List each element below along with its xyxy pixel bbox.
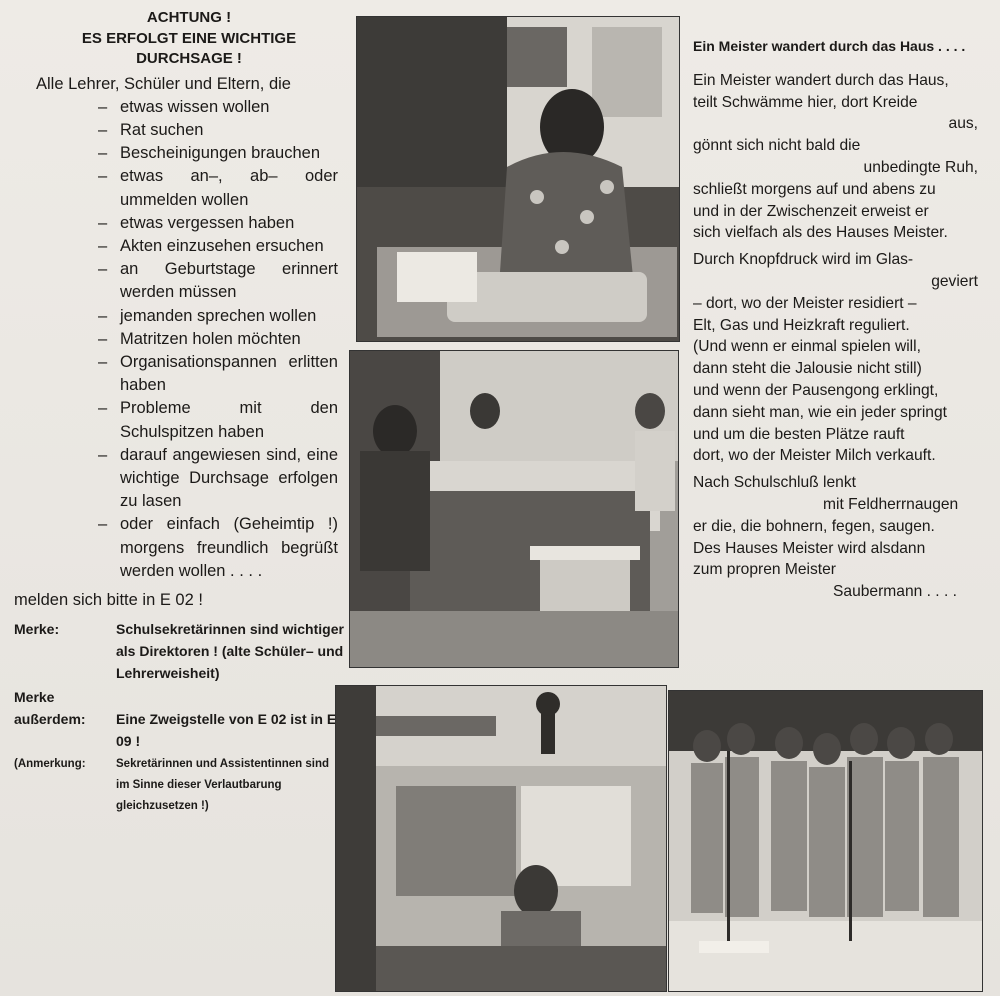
- header-line-2: ES ERFOLGT EINE WICHTIGE: [81, 29, 297, 47]
- notes-block: [14, 618, 344, 817]
- list-item: – etwas vergessen haben: [98, 213, 295, 232]
- poem-line: Elt, Gas und Heizkraft reguliert.: [693, 316, 910, 334]
- poem-line: Durch Knopfdruck wird im Glas-: [693, 251, 914, 269]
- merke-ausserdem-note: [14, 686, 344, 752]
- announcement-intro: Alle Lehrer, Schüler und Eltern, die: [36, 74, 291, 93]
- announcement-header: [74, 8, 304, 70]
- poem-line: schließt morgens auf und abens zu: [693, 180, 936, 198]
- merke-label-line-2: außerdem:: [14, 711, 86, 728]
- merke-label-line-1: Merke: [14, 689, 55, 706]
- list-item: – etwas an–, ab– oder ummelden wollen: [98, 167, 338, 209]
- poem-line: Saubermann . . . .: [833, 583, 957, 601]
- reason-list: [98, 96, 338, 583]
- poem-line: unbedingte Ruh,: [863, 158, 978, 176]
- anmerkung-note: [14, 754, 344, 817]
- photo-office-desks: [349, 350, 679, 668]
- merke-text: Schulsekretärinnen sind wichtiger als Direktoren ! (alte Schüler– und Lehrerweisheit): [116, 621, 344, 682]
- poem-line: Ein Meister wandert durch das Haus,: [693, 71, 949, 89]
- poem-title: Ein Meister wandert durch das Haus . . . .: [693, 38, 966, 54]
- header-line-1: ACHTUNG !: [146, 9, 232, 26]
- merke-label: Merke:: [14, 621, 60, 638]
- poem-line: Nach Schulschluß lenkt: [693, 474, 856, 492]
- poem-line: zum propren Meister: [693, 561, 836, 579]
- list-item: – an Geburtstage erinnert werden müssen: [98, 260, 338, 302]
- poem-line: (Und wenn er einmal spielen will,: [693, 338, 921, 356]
- photo-secretary-typewriter: [356, 16, 680, 342]
- poem-line: geviert: [931, 272, 978, 290]
- list-item: – Probleme mit den Schulspitzen haben: [98, 399, 338, 441]
- list-item: – jemanden sprechen wollen: [98, 306, 317, 325]
- anmerkung-text: Sekretärinnen und Assistentinnen sind im Sinne dieser Verlautbarung gleichzusetzen !): [116, 758, 330, 813]
- poem-line: und in der Zwischenzeit erweist er: [693, 202, 929, 220]
- list-item: – oder einfach (Geheimtip !) morgens freundlich begrüßt werden wollen . . . .: [98, 515, 338, 580]
- poem-line: sich vielfach als des Hauses Meister.: [693, 224, 948, 242]
- poem-line: er die, die bohnern, fegen, saugen.: [693, 517, 935, 535]
- merke-note: [14, 618, 344, 684]
- list-item: – etwas wissen wollen: [98, 97, 270, 116]
- list-item: – Matritzen holen möchten: [98, 329, 301, 348]
- anmerkung-label: (Anmerkung:: [14, 758, 86, 771]
- poem-line: und um die besten Plätze rauft: [693, 425, 905, 443]
- list-item: – Rat suchen: [98, 120, 204, 139]
- poem-line: – dort, wo der Meister residiert –: [693, 294, 917, 312]
- announcement-closing: melden sich bitte in E 02 !: [14, 590, 203, 609]
- list-item: – Bescheinigungen brauchen: [98, 144, 320, 163]
- poem-line: teilt Schwämme hier, dort Kreide: [693, 93, 918, 111]
- poem-line: dann steht die Jalousie nicht still): [693, 360, 922, 378]
- header-line-3: DURCHSAGE !: [136, 50, 242, 67]
- poem-line: aus,: [948, 115, 978, 133]
- photo-caretaker-booth: [335, 685, 667, 992]
- poem-line: dann sieht man, wie ein jeder springt: [693, 403, 947, 421]
- photo-cleaning-staff-group: [668, 690, 983, 992]
- merke-ausserdem-text: Eine Zweigstelle von E 02 ist in E 09 !: [116, 711, 337, 750]
- poem-column: [693, 36, 978, 603]
- announcement-column: [14, 8, 344, 817]
- poem-line: Des Hauses Meister wird alsdann: [693, 539, 926, 557]
- merke-ausserdem-label: [14, 686, 116, 752]
- poem-line: mit Feldherrnaugen: [823, 495, 959, 513]
- list-item: – Organisationspannen erlitten haben: [98, 352, 338, 395]
- list-item: – Akten einzusehen ersuchen: [98, 236, 324, 255]
- list-item: – darauf angewiesen sind, eine wichtige Durchsage erfolgen zu lasen: [98, 445, 338, 511]
- poem-line: und wenn der Pausengong erklingt,: [693, 381, 939, 399]
- poem-line: dort, wo der Meister Milch verkauft.: [693, 447, 936, 465]
- poem-line: gönnt sich nicht bald die: [693, 137, 861, 155]
